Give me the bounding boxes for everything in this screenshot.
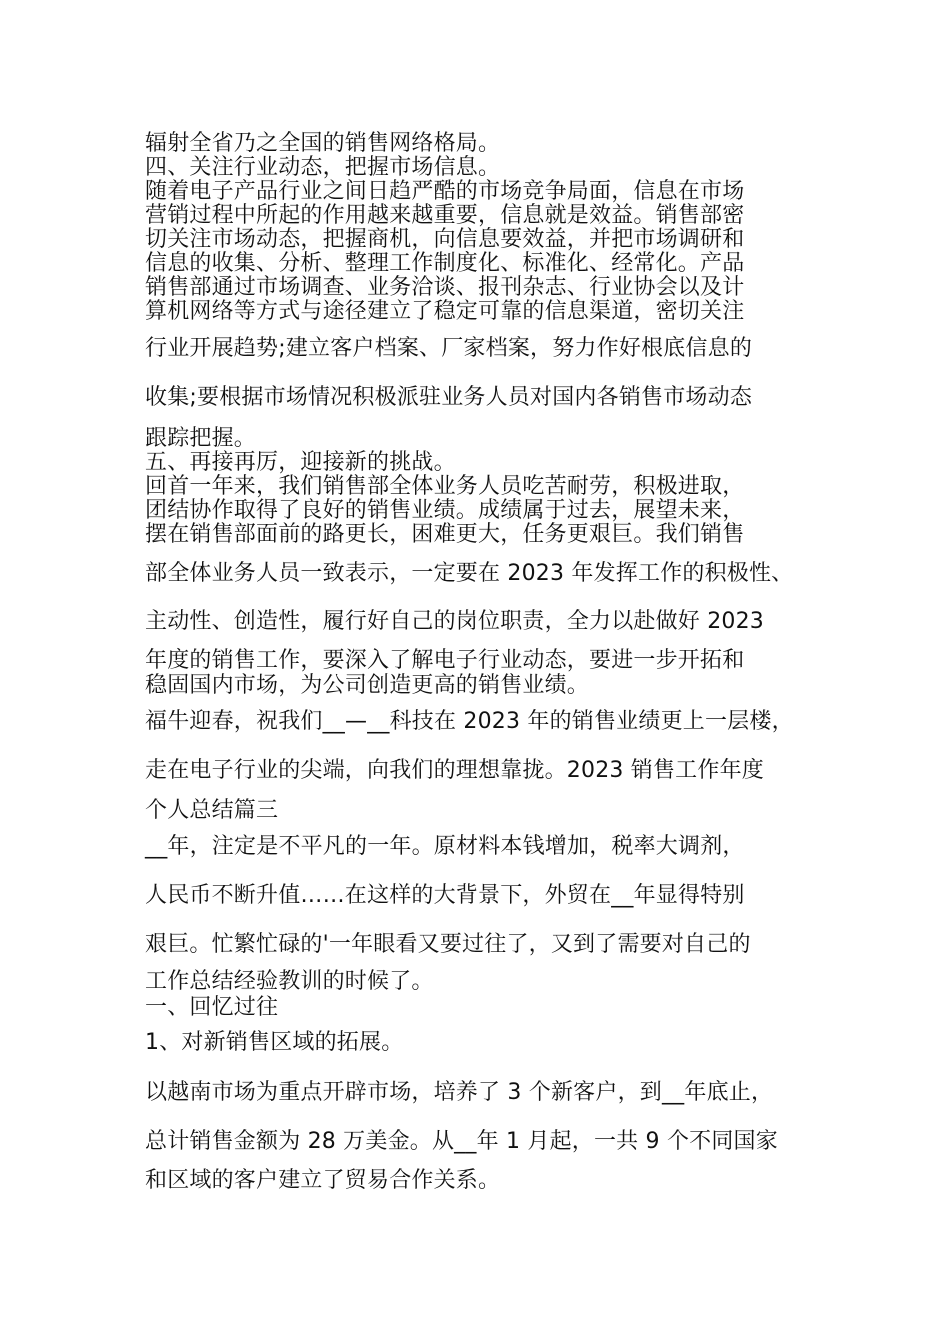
- text-line: 年度的销售工作，要深入了解电子行业动态，要进一步开拓和: [145, 648, 745, 673]
- text-line: 切关注市场动态，把握商机，向信息要效益，并把市场调研和: [145, 227, 745, 252]
- text-line: 行业开展趋势;建立客户档案、厂家档案，努力作好根底信息的: [145, 336, 753, 361]
- section-heading: 个人总结篇三: [145, 798, 279, 823]
- text-line: 回首一年来，我们销售部全体业务人员吃苦耐劳，积极进取，: [145, 474, 745, 499]
- text-line: 摆在销售部面前的路更长，困难更大，任务更艰巨。我们销售: [145, 522, 745, 547]
- section-heading: 一、回忆过往: [145, 995, 279, 1020]
- section-heading: 1、对新销售区域的拓展。: [145, 1030, 404, 1055]
- text-line: 部全体业务人员一致表示，一定要在 2023 年发挥工作的积极性、: [145, 561, 794, 586]
- text-line: 团结协作取得了良好的销售业绩。成绩属于过去，展望未来，: [145, 498, 745, 523]
- text-line: 信息的收集、分析、整理工作制度化、标准化、经常化。产品: [145, 251, 745, 276]
- section-heading: 四、关注行业动态，把握市场信息。: [145, 155, 501, 180]
- text-line: 工作总结经验教训的时候了。: [145, 969, 434, 994]
- text-line: 随着电子产品行业之间日趋严酷的市场竞争局面，信息在市场: [145, 179, 745, 204]
- text-line: 稳固国内市场，为公司创造更高的销售业绩。: [145, 673, 590, 698]
- text-line: 总计销售金额为 28 万美金。从__年 1 月起，一共 9 个不同国家: [145, 1129, 778, 1154]
- section-heading: 五、再接再厉，迎接新的挑战。: [145, 450, 456, 475]
- text-line: 营销过程中所起的作用越来越重要，信息就是效益。销售部密: [145, 203, 745, 228]
- text-line: 以越南市场为重点开辟市场，培养了 3 个新客户，到__年底止，: [145, 1080, 774, 1105]
- text-line: 走在电子行业的尖端，向我们的理想靠拢。2023 销售工作年度: [145, 758, 764, 783]
- text-line: 和区域的客户建立了贸易合作关系。: [145, 1168, 501, 1193]
- text-line: 收集;要根据市场情况积极派驻业务人员对国内各销售市场动态: [145, 385, 753, 410]
- text-line: 算机网络等方式与途径建立了稳定可靠的信息渠道，密切关注: [145, 299, 745, 324]
- text-line: 辐射全省乃之全国的销售网络格局。: [145, 131, 501, 156]
- text-line: __年，注定是不平凡的一年。原材料本钱增加，税率大调剂，: [145, 834, 745, 859]
- text-line: 福牛迎春，祝我们__—__科技在 2023 年的销售业绩更上一层楼，: [145, 709, 794, 734]
- text-line: 人民币不断升值……在这样的大背景下，外贸在__年显得特别: [145, 883, 745, 908]
- text-line: 主动性、创造性，履行好自己的岗位职责，全力以赴做好 2023: [145, 609, 764, 634]
- text-line: 跟踪把握。: [145, 426, 257, 451]
- text-line: 销售部通过市场调查、业务洽谈、报刊杂志、行业协会以及计: [145, 275, 745, 300]
- text-line: 艰巨。忙繁忙碌的'一年眼看又要过往了，又到了需要对自己的: [145, 932, 751, 957]
